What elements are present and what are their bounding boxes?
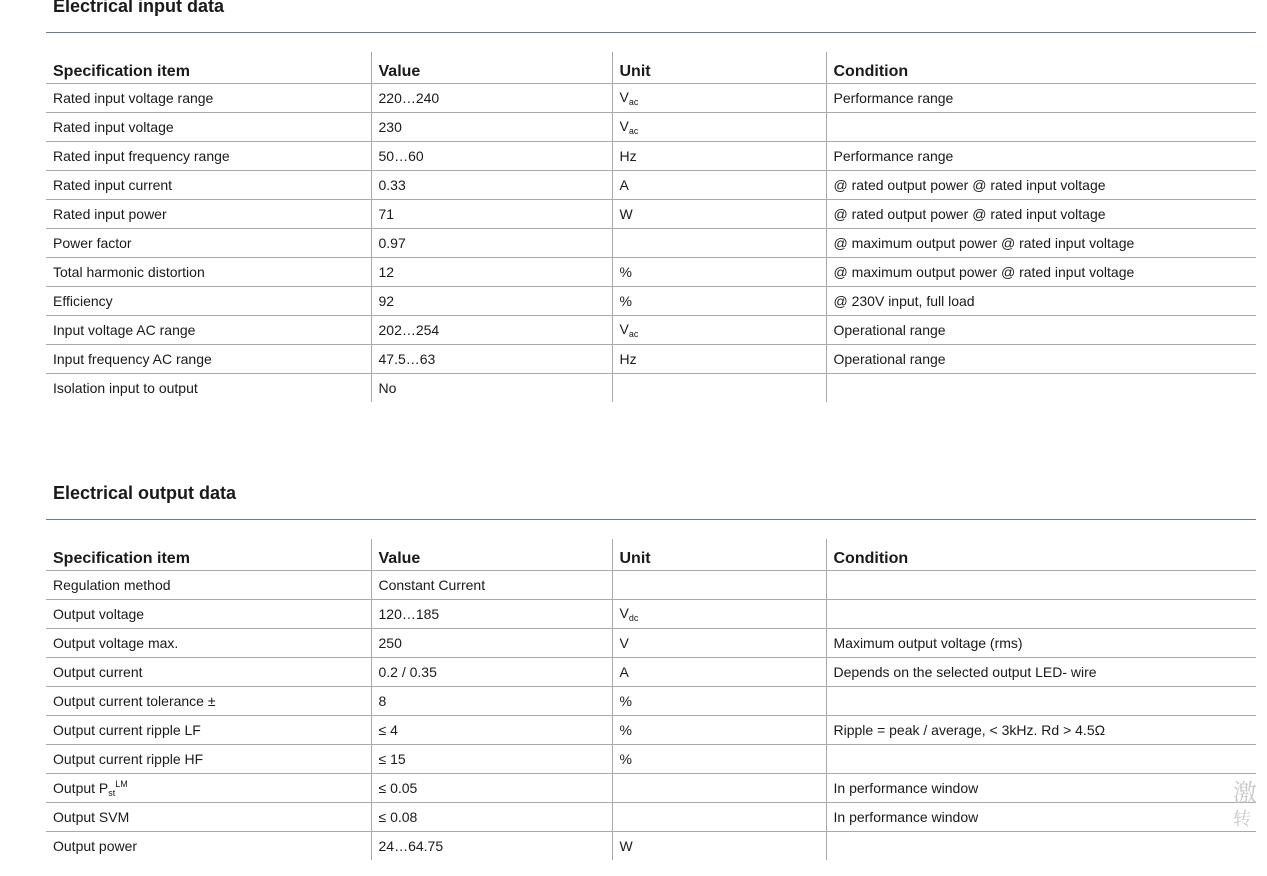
unit-cell [612, 629, 826, 658]
value-cell: 0.33 [371, 171, 612, 200]
spec-item-subscript: st [108, 787, 116, 798]
unit-subscript: ac [628, 126, 639, 136]
spec-item-text: Input voltage AC range [53, 322, 196, 338]
spec-item-text: Efficiency [53, 293, 113, 309]
input-header-row [46, 52, 1256, 84]
table-row [46, 316, 1256, 345]
spec-item-cell [46, 803, 371, 832]
output-section [46, 481, 1256, 854]
unit-cell [612, 803, 826, 832]
condition-cell: In performance window [826, 774, 1256, 803]
spec-item-cell [46, 316, 371, 345]
unit-text: % [619, 293, 632, 309]
unit-cell [612, 716, 826, 745]
spec-item-text: Output power [53, 838, 138, 854]
condition-cell: In performance window [826, 803, 1256, 832]
spec-item-cell [46, 571, 371, 600]
condition-cell: Performance range [826, 142, 1256, 171]
spec-item-cell [46, 142, 371, 171]
table-row [46, 258, 1256, 287]
value-cell: 50…60 [371, 142, 612, 171]
table-row [46, 658, 1256, 687]
unit-cell [612, 113, 826, 142]
table-row [46, 716, 1256, 745]
unit-text: A [619, 664, 629, 680]
spec-item-cell [46, 258, 371, 287]
table-row [46, 345, 1256, 374]
spec-item-text: Output current tolerance ± [53, 693, 216, 709]
spec-item-cell [46, 629, 371, 658]
unit-cell [612, 316, 826, 345]
unit-text: Hz [619, 351, 637, 367]
spec-item-text: Power factor [53, 235, 132, 251]
unit-text: W [619, 838, 633, 854]
table-row [46, 84, 1256, 113]
value-cell: 0.97 [371, 229, 612, 258]
table-row [46, 229, 1256, 258]
unit-cell [612, 200, 826, 229]
spec-item-cell [46, 345, 371, 374]
value-cell: Constant Current [371, 571, 612, 600]
condition-cell [826, 571, 1256, 600]
condition-cell: Maximum output voltage (rms) [826, 629, 1256, 658]
condition-cell [826, 832, 1256, 861]
unit-cell [612, 229, 826, 258]
value-cell: 250 [371, 629, 612, 658]
spec-item-text: Rated input voltage range [53, 90, 214, 106]
spec-item-text: Rated input voltage [53, 119, 174, 135]
table-row [46, 687, 1256, 716]
spec-item-cell [46, 658, 371, 687]
unit-text: % [619, 722, 632, 738]
value-cell: No [371, 374, 612, 403]
table-row [46, 171, 1256, 200]
unit-cell [612, 171, 826, 200]
value-cell: 71 [371, 200, 612, 229]
watermark-line-2: 转 [1233, 809, 1251, 830]
input-section [46, 0, 1256, 396]
spec-item-cell [46, 287, 371, 316]
spec-item-text: Isolation input to output [53, 380, 198, 396]
unit-subscript: dc [628, 613, 639, 623]
value-cell: 230 [371, 113, 612, 142]
input-section-title: Electrical input data [53, 0, 225, 16]
spec-item-cell [46, 113, 371, 142]
unit-cell [612, 345, 826, 374]
unit-text: % [619, 693, 632, 709]
value-cell: 0.2 / 0.35 [371, 658, 612, 687]
spec-item-text: Output current ripple HF [53, 751, 204, 767]
unit-text: Hz [619, 148, 637, 164]
unit-text: % [619, 264, 632, 280]
table-row [46, 774, 1256, 803]
condition-cell: @ rated output power @ rated input voltage [826, 200, 1256, 229]
unit-subscript: ac [628, 329, 639, 339]
output-title-rule [46, 519, 1256, 520]
value-cell: ≤ 4 [371, 716, 612, 745]
unit-cell [612, 832, 826, 861]
condition-cell: @ maximum output power @ rated input voltage [826, 229, 1256, 258]
spec-item-cell [46, 716, 371, 745]
unit-text: V [619, 635, 629, 651]
spec-item-cell [46, 84, 371, 113]
spec-item-text: Output voltage max. [53, 635, 179, 651]
condition-cell [826, 745, 1256, 774]
value-cell: 92 [371, 287, 612, 316]
condition-cell: Performance range [826, 84, 1256, 113]
value-cell: ≤ 0.08 [371, 803, 612, 832]
spec-item-cell [46, 229, 371, 258]
unit-text: V [619, 321, 629, 337]
unit-cell [612, 774, 826, 803]
table-row [46, 571, 1256, 600]
spec-item-cell [46, 832, 371, 861]
spec-item-text: Total harmonic distortion [53, 264, 205, 280]
table-row [46, 200, 1256, 229]
table-row [46, 745, 1256, 774]
unit-text: V [619, 89, 629, 105]
value-cell: 47.5…63 [371, 345, 612, 374]
header-unit: Unit [612, 52, 826, 84]
unit-cell [612, 258, 826, 287]
value-cell: 120…185 [371, 600, 612, 629]
input-title-rule [46, 32, 1256, 33]
condition-cell: @ rated output power @ rated input voltage [826, 171, 1256, 200]
spec-item-cell [46, 745, 371, 774]
spec-item-cell [46, 687, 371, 716]
unit-cell [612, 84, 826, 113]
header-condition: Condition [826, 52, 1256, 84]
header-condition: Condition [826, 539, 1256, 571]
spec-item-superscript: LM [115, 778, 128, 789]
spec-item-cell [46, 774, 371, 803]
spec-item-text: Regulation method [53, 577, 171, 593]
header-specification-item: Specification item [46, 52, 371, 84]
condition-cell: Operational range [826, 345, 1256, 374]
unit-text: V [619, 118, 629, 134]
header-unit: Unit [612, 539, 826, 571]
unit-cell [612, 687, 826, 716]
spec-item-text: Output P [53, 779, 109, 796]
input-spec-table [46, 52, 1256, 402]
unit-cell [612, 287, 826, 316]
value-cell: 220…240 [371, 84, 612, 113]
unit-cell [612, 571, 826, 600]
condition-cell: Ripple = peak / average, < 3kHz. Rd > 4.5Ω [826, 716, 1256, 745]
table-row [46, 287, 1256, 316]
spec-item-text: Rated input current [53, 177, 173, 193]
value-cell: ≤ 15 [371, 745, 612, 774]
spec-item-text: Output SVM [53, 809, 130, 825]
spec-item-text: Rated input frequency range [53, 148, 230, 164]
watermark [1233, 778, 1257, 832]
condition-cell [826, 374, 1256, 403]
header-specification-item: Specification item [46, 539, 371, 571]
watermark-line-1: 激 [1233, 779, 1257, 807]
output-spec-table [46, 539, 1256, 860]
value-cell: 12 [371, 258, 612, 287]
input-table-body [46, 84, 1256, 403]
unit-cell [612, 142, 826, 171]
spec-item-text: Input frequency AC range [53, 351, 212, 367]
spec-item-cell [46, 171, 371, 200]
output-header-row [46, 539, 1256, 571]
spec-item-text: Output current ripple LF [53, 722, 201, 738]
condition-cell [826, 113, 1256, 142]
table-row [46, 803, 1256, 832]
value-cell: 24…64.75 [371, 832, 612, 861]
table-row [46, 629, 1256, 658]
spec-item-cell [46, 200, 371, 229]
unit-cell [612, 658, 826, 687]
unit-cell [612, 600, 826, 629]
condition-cell: Depends on the selected output LED- wire [826, 658, 1256, 687]
spec-item-text: Output current [53, 664, 143, 680]
condition-cell: @ 230V input, full load [826, 287, 1256, 316]
condition-cell: @ maximum output power @ rated input voltage [826, 258, 1256, 287]
spec-item-cell [46, 600, 371, 629]
value-cell: 8 [371, 687, 612, 716]
condition-cell [826, 687, 1256, 716]
unit-cell [612, 745, 826, 774]
table-row [46, 600, 1256, 629]
table-row [46, 832, 1256, 861]
header-value: Value [371, 52, 612, 84]
spec-item-cell [46, 374, 371, 403]
table-row [46, 374, 1256, 403]
unit-subscript: ac [628, 97, 639, 107]
unit-text: V [619, 605, 629, 621]
output-section-title: Electrical output data [53, 483, 237, 503]
spec-item-text: Rated input power [53, 206, 167, 222]
value-cell: ≤ 0.05 [371, 774, 612, 803]
output-table-body [46, 571, 1256, 861]
condition-cell [826, 600, 1256, 629]
table-row [46, 113, 1256, 142]
spec-item-text: Output voltage [53, 606, 145, 622]
header-value: Value [371, 539, 612, 571]
unit-text: A [619, 177, 629, 193]
unit-text: % [619, 751, 632, 767]
unit-cell [612, 374, 826, 403]
condition-cell: Operational range [826, 316, 1256, 345]
value-cell: 202…254 [371, 316, 612, 345]
unit-text: W [619, 206, 633, 222]
table-row [46, 142, 1256, 171]
